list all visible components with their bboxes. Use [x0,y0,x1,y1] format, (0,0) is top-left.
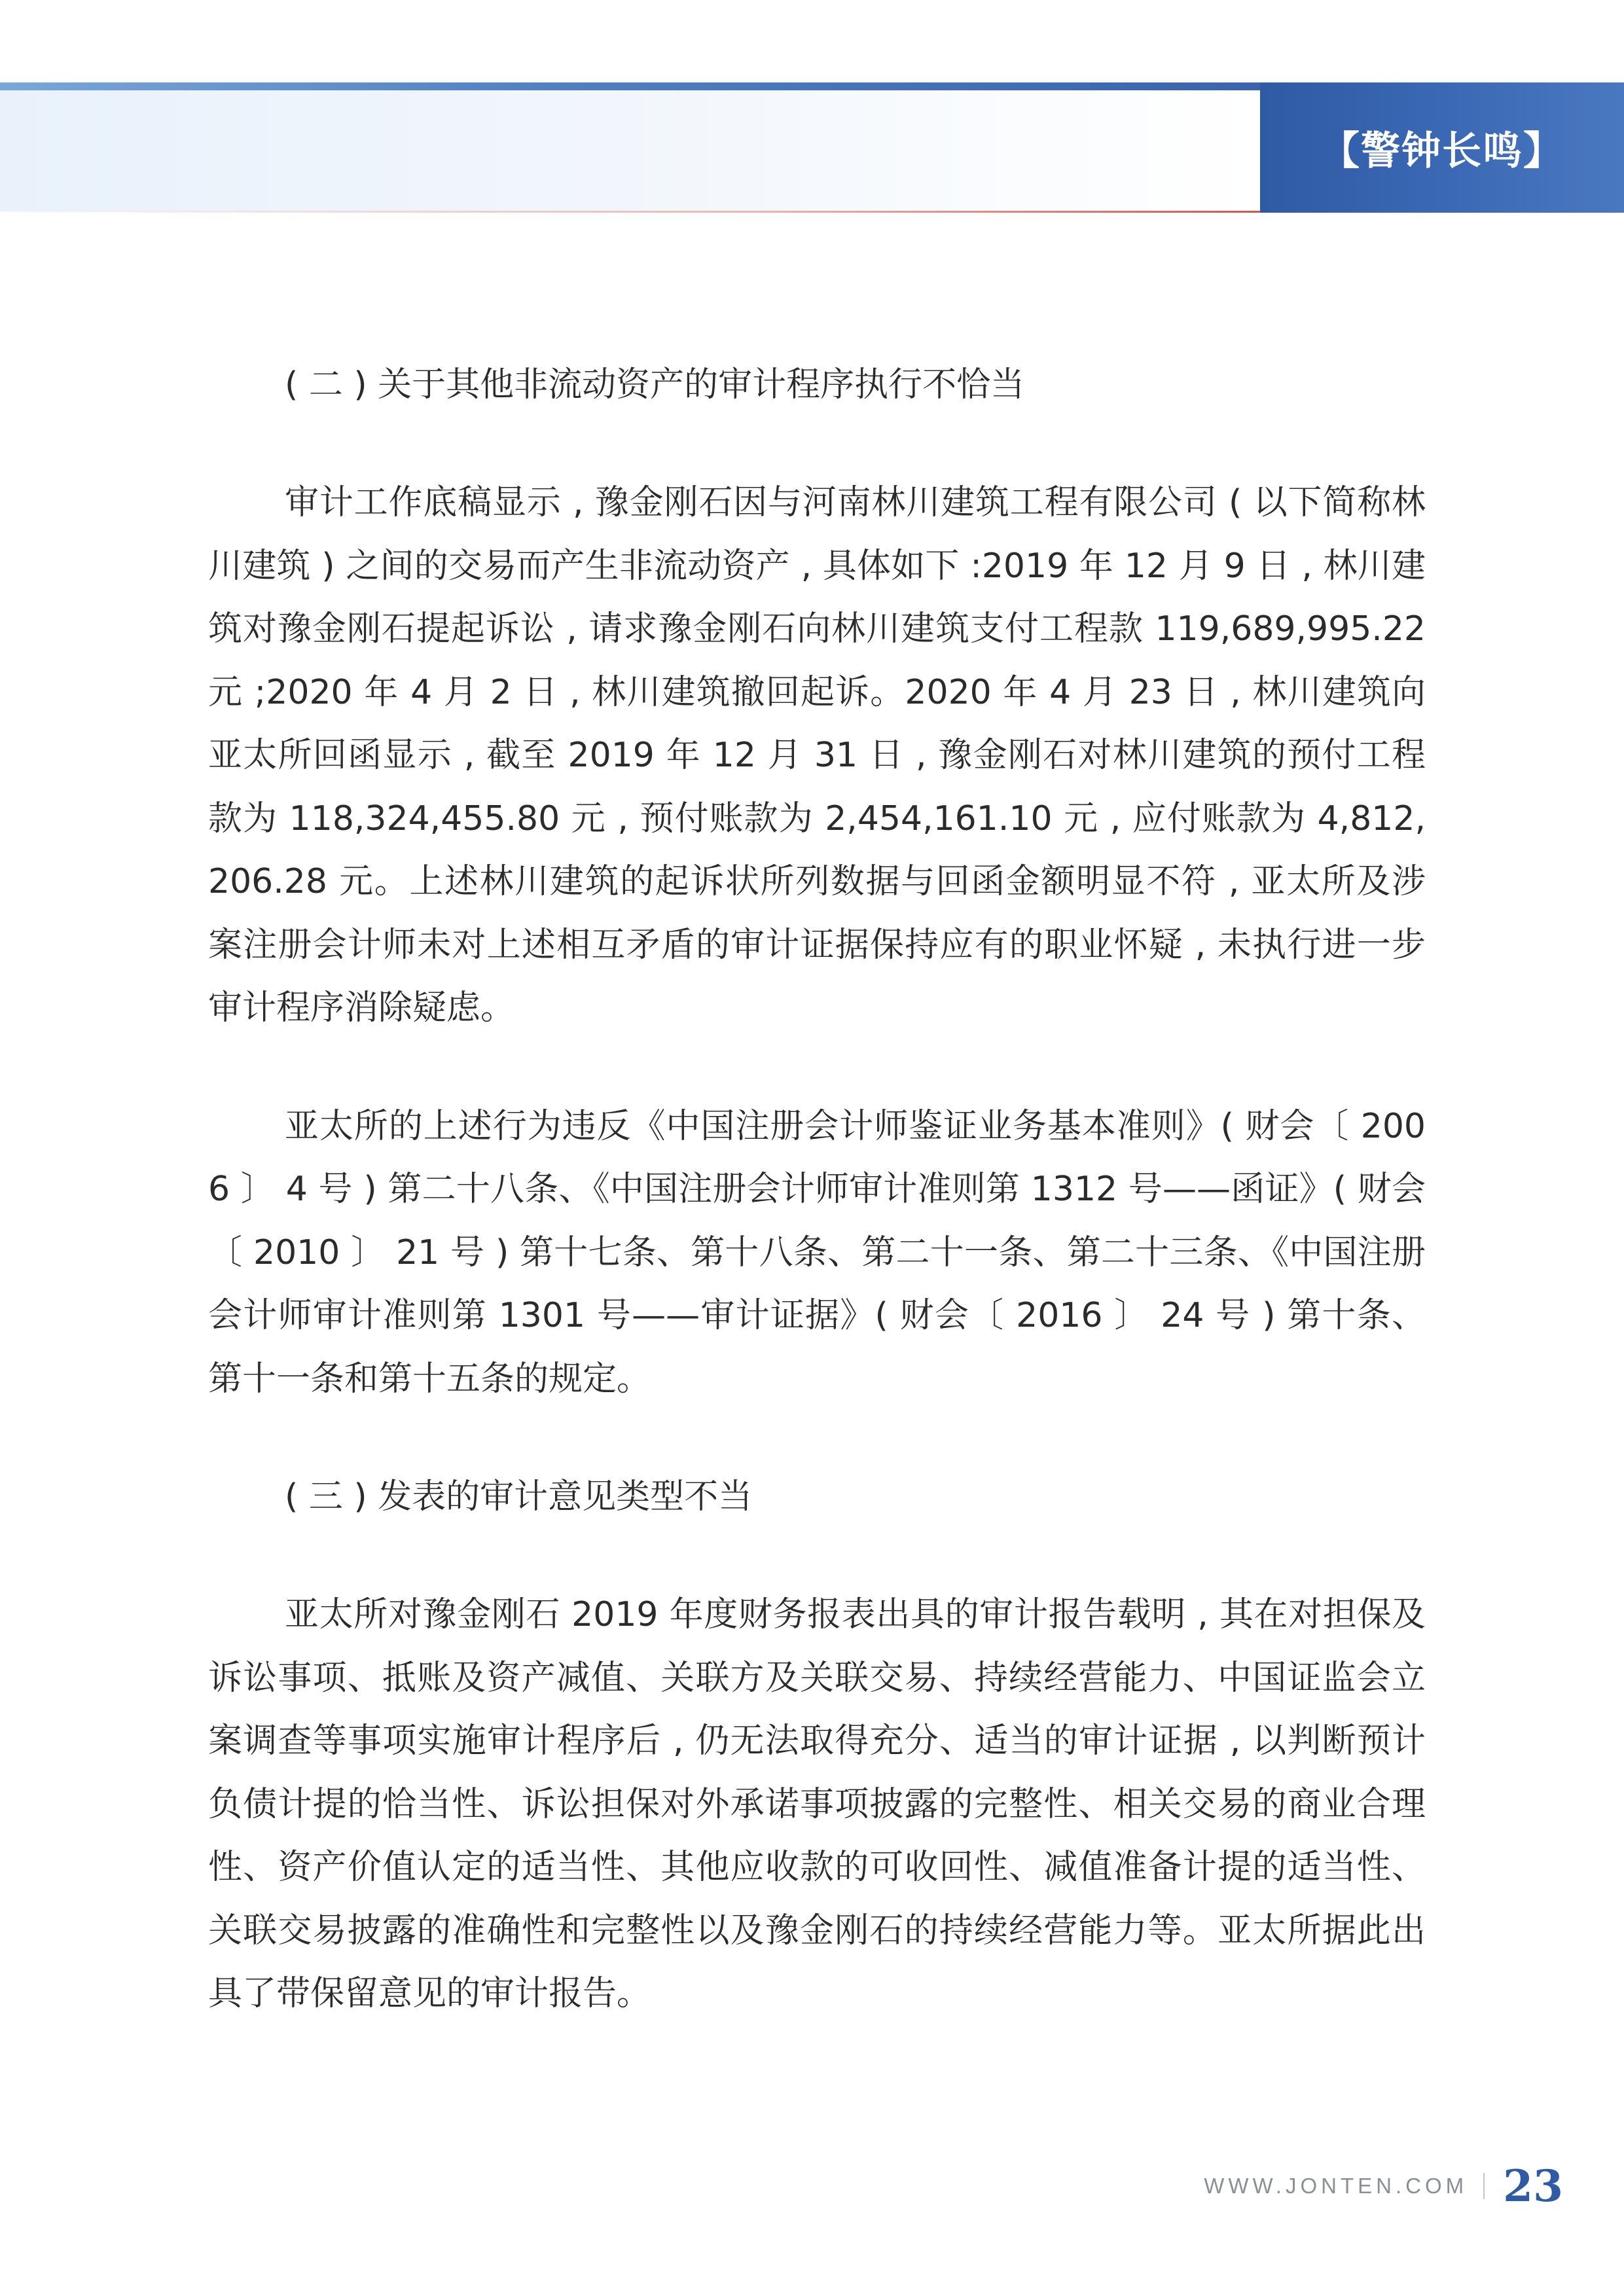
footer-divider [1483,2173,1485,2199]
paragraph-2: 亚太所的上述行为违反《中国注册会计师鉴证业务基本准则》( 财会〔 2006 〕 4 号 ) 第二十八条、《中国注册会计师审计准则第 1312 号——函证》( 财会〔 2010 〕 21 号 ) 第十七条、第十八条、第二十一条、第二十三条、《中国注册会计师审计准则第 1301 号——审计证据》( 财会〔 2016 〕 24 号 ) 第十条、第十一条和第十五条的规定。 [208,1106,1426,1399]
article-body [208,353,1426,2081]
header-top-line [0,82,1260,90]
section-tag-title: 【警钟长鸣】 [1320,128,1564,174]
paragraph-1: 审计工作底稿显示 , 豫金刚石因与河南林川建筑工程有限公司 ( 以下简称林川建筑 ) 之间的交易而产生非流动资产 , 具体如下 :2019 年 12 月 9 日 , 林川建筑对豫金刚石提起诉讼 , 请求豫金刚石向林川建筑支付工程款 119,689,995.22 元 ;2020 年 4 月 2 日 , 林川建筑撤回起诉。2020 年 4 月 23 日 , 林川建筑向亚太所回函显示 , 截至 2019 年 12 月 31 日 , 豫金刚石对林川建筑的预付工程款为 118,324,455.80 元 , 预付账款为 2,454,161.10 元 , 应付账款为 4,812,206.28 元。上述林川建筑的起诉状所列数据与回函金额明显不符 , 亚太所及涉案注册会计师未对上述相互矛盾的审计证据保持应有的职业怀疑 , 未执行进一步审计程序消除疑虑。 [208,483,1426,1028]
page-footer [1204,2160,1563,2212]
section-heading-2: ( 二 ) 关于其他非流动资产的审计程序执行不恰当 [285,365,1025,404]
section-heading-3: ( 三 ) 发表的审计意见类型不当 [285,1477,753,1516]
page-number: 23 [1503,2161,1563,2212]
paragraph-3: 亚太所对豫金刚石 2019 年度财务报表出具的审计报告载明 , 其在对担保及诉讼事项、抵账及资产减值、关联方及关联交易、持续经营能力、中国证监会立案调查等事项实施审计程序后 , 仍无法取得充分、适当的审计证据 , 以判断预计负债计提的恰当性、诉讼担保对外承诺事项披露的完整性、相关交易的商业合理性、资产价值认定的适当性、其他应收款的可收回性、减值准备计提的适当性、关联交易披露的准确性和完整性以及豫金刚石的持续经营能力等。亚太所据此出具了带保留意见的审计报告。 [208,1595,1426,2013]
header-accent-line [0,211,1260,213]
header-band [0,90,1260,211]
section-tag [1260,82,1624,213]
website-url: WWW.JONTEN.COM [1204,2174,1468,2198]
